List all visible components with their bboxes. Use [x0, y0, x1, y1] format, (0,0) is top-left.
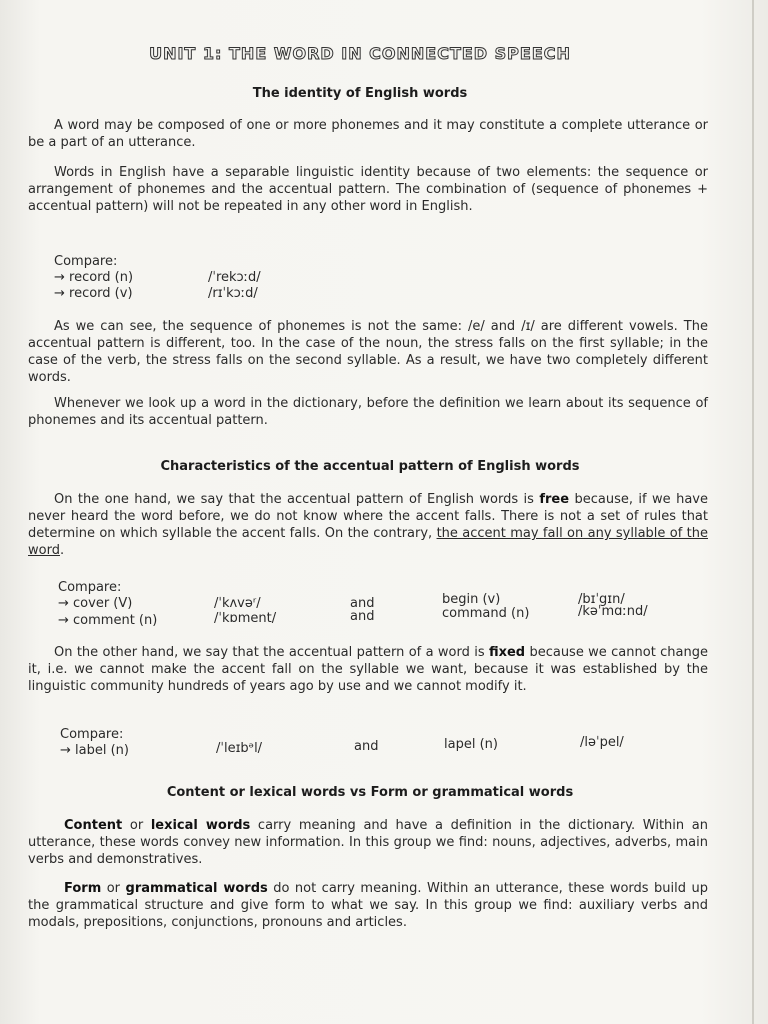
compare-and: and	[354, 739, 379, 754]
paragraph-phoneme-difference	[28, 318, 708, 386]
compare-label: Compare:	[54, 254, 118, 269]
bold-term-fixed: fixed	[488, 645, 526, 660]
bold-term-lexical: lexical words	[150, 818, 251, 833]
compare-word: → cover (V)	[58, 596, 133, 611]
paragraph-fixed-accent	[28, 644, 708, 695]
compare-word: → record (v)	[54, 286, 133, 301]
paragraph-text: As we can see, the sequence of phonemes is not the same: /e/ and /ɪ/ are different vowels. The accentual pattern is different, too. In the case of the noun, the stress falls on the first syllable; in the case of the verb, the stress falls on the second syllable. As a result, we have two completely different words.	[28, 319, 708, 385]
paragraph-text: Whenever we look up a word in the dictionary, before the definition we learn about its sequence of phonemes and its accentual pattern.	[28, 396, 708, 428]
bold-term-free: free	[539, 492, 570, 507]
compare-label: Compare:	[58, 580, 122, 595]
compare-ipa-2: /ləˈpel/	[580, 735, 624, 750]
paragraph-form-words	[28, 880, 708, 931]
compare-ipa: /rɪˈkɔːd/	[208, 286, 258, 301]
underlined-phrase: the accent may fall on any syllable of the word	[28, 526, 708, 558]
compare-ipa: /ˈrekɔːd/	[208, 270, 261, 285]
compare-and: and	[350, 609, 375, 624]
page-edge	[752, 0, 754, 1024]
text-run: carry meaning and have a definition in the dictionary. Within an utterance, these words convey new information. In this group we find: nouns, adjectives, adverbs, main verbs and demonstratives.	[28, 818, 708, 867]
bold-term-form: Form	[64, 881, 102, 896]
compare-and: and	[350, 596, 375, 611]
paragraph-word-definition	[28, 117, 708, 151]
section-heading-accentual-pattern: Characteristics of the accentual pattern of English words	[160, 459, 580, 474]
compare-word: → record (n)	[54, 270, 134, 285]
text-run: or	[101, 881, 126, 896]
section-heading-content-form: Content or lexical words vs Form or grammatical words	[166, 785, 574, 800]
paragraph-text: A word may be composed of one or more phonemes and it may constitute a complete utterance or be a part of an utterance.	[28, 118, 708, 150]
text-run: or	[122, 818, 151, 833]
paragraph-text: Words in English have a separable linguistic identity because of two elements: the sequence or arrangement of phonemes and the accentual pattern. The combination of (sequence of phonemes + accentual pattern) will not be repeated in any other word in English.	[28, 165, 708, 214]
compare-word-2: command (n)	[442, 606, 530, 621]
text-run: .	[59, 543, 65, 558]
compare-word-2: begin (v)	[442, 592, 501, 607]
paragraph-free-accent	[28, 491, 708, 559]
paragraph-content-words	[28, 817, 708, 868]
paragraph-linguistic-identity	[28, 164, 708, 215]
compare-ipa-2: /bɪˈgɪn/	[578, 592, 625, 607]
paragraph-dictionary	[28, 395, 708, 429]
text-run: On the other hand, we say that the accentual pattern of a word is	[54, 645, 489, 660]
text-run: do not carry meaning. Within an utterance, these words build up the grammatical structure and give form to what we say. In this group we find: auxiliary verbs and modals, prepositions, conjunctions, pronouns and articles.	[28, 881, 708, 930]
text-run: On the one hand, we say that the accentual pattern of English words is	[54, 492, 540, 507]
section-heading-identity: The identity of English words	[252, 86, 468, 101]
compare-ipa: /ˈleɪbᵊl/	[216, 741, 263, 756]
bold-term-grammatical: grammatical words	[125, 881, 268, 896]
compare-word: → comment (n)	[58, 613, 158, 628]
compare-ipa-2: /kəˈmɑːnd/	[578, 604, 648, 619]
compare-ipa: /ˈkʌvəʳ/	[214, 596, 261, 611]
unit-title: UNIT 1: THE WORD IN CONNECTED SPEECH	[149, 44, 571, 63]
text-run: because we cannot change it, i.e. we cannot make the accent fall on the syllable we want, because it was established by the linguistic community hundreds of years ago by use and we cannot modify it.	[28, 645, 708, 694]
bold-term-content: Content	[64, 818, 123, 833]
compare-ipa: /ˈkɒment/	[214, 611, 277, 626]
compare-word: → label (n)	[60, 743, 129, 758]
compare-label: Compare:	[60, 727, 124, 742]
compare-word-2: lapel (n)	[444, 737, 498, 752]
text-run: because, if we have never heard the word before, we do not know where the accent falls. There is not a set of rules that determine on which syllable the accent falls. On the contrary,	[28, 492, 708, 541]
